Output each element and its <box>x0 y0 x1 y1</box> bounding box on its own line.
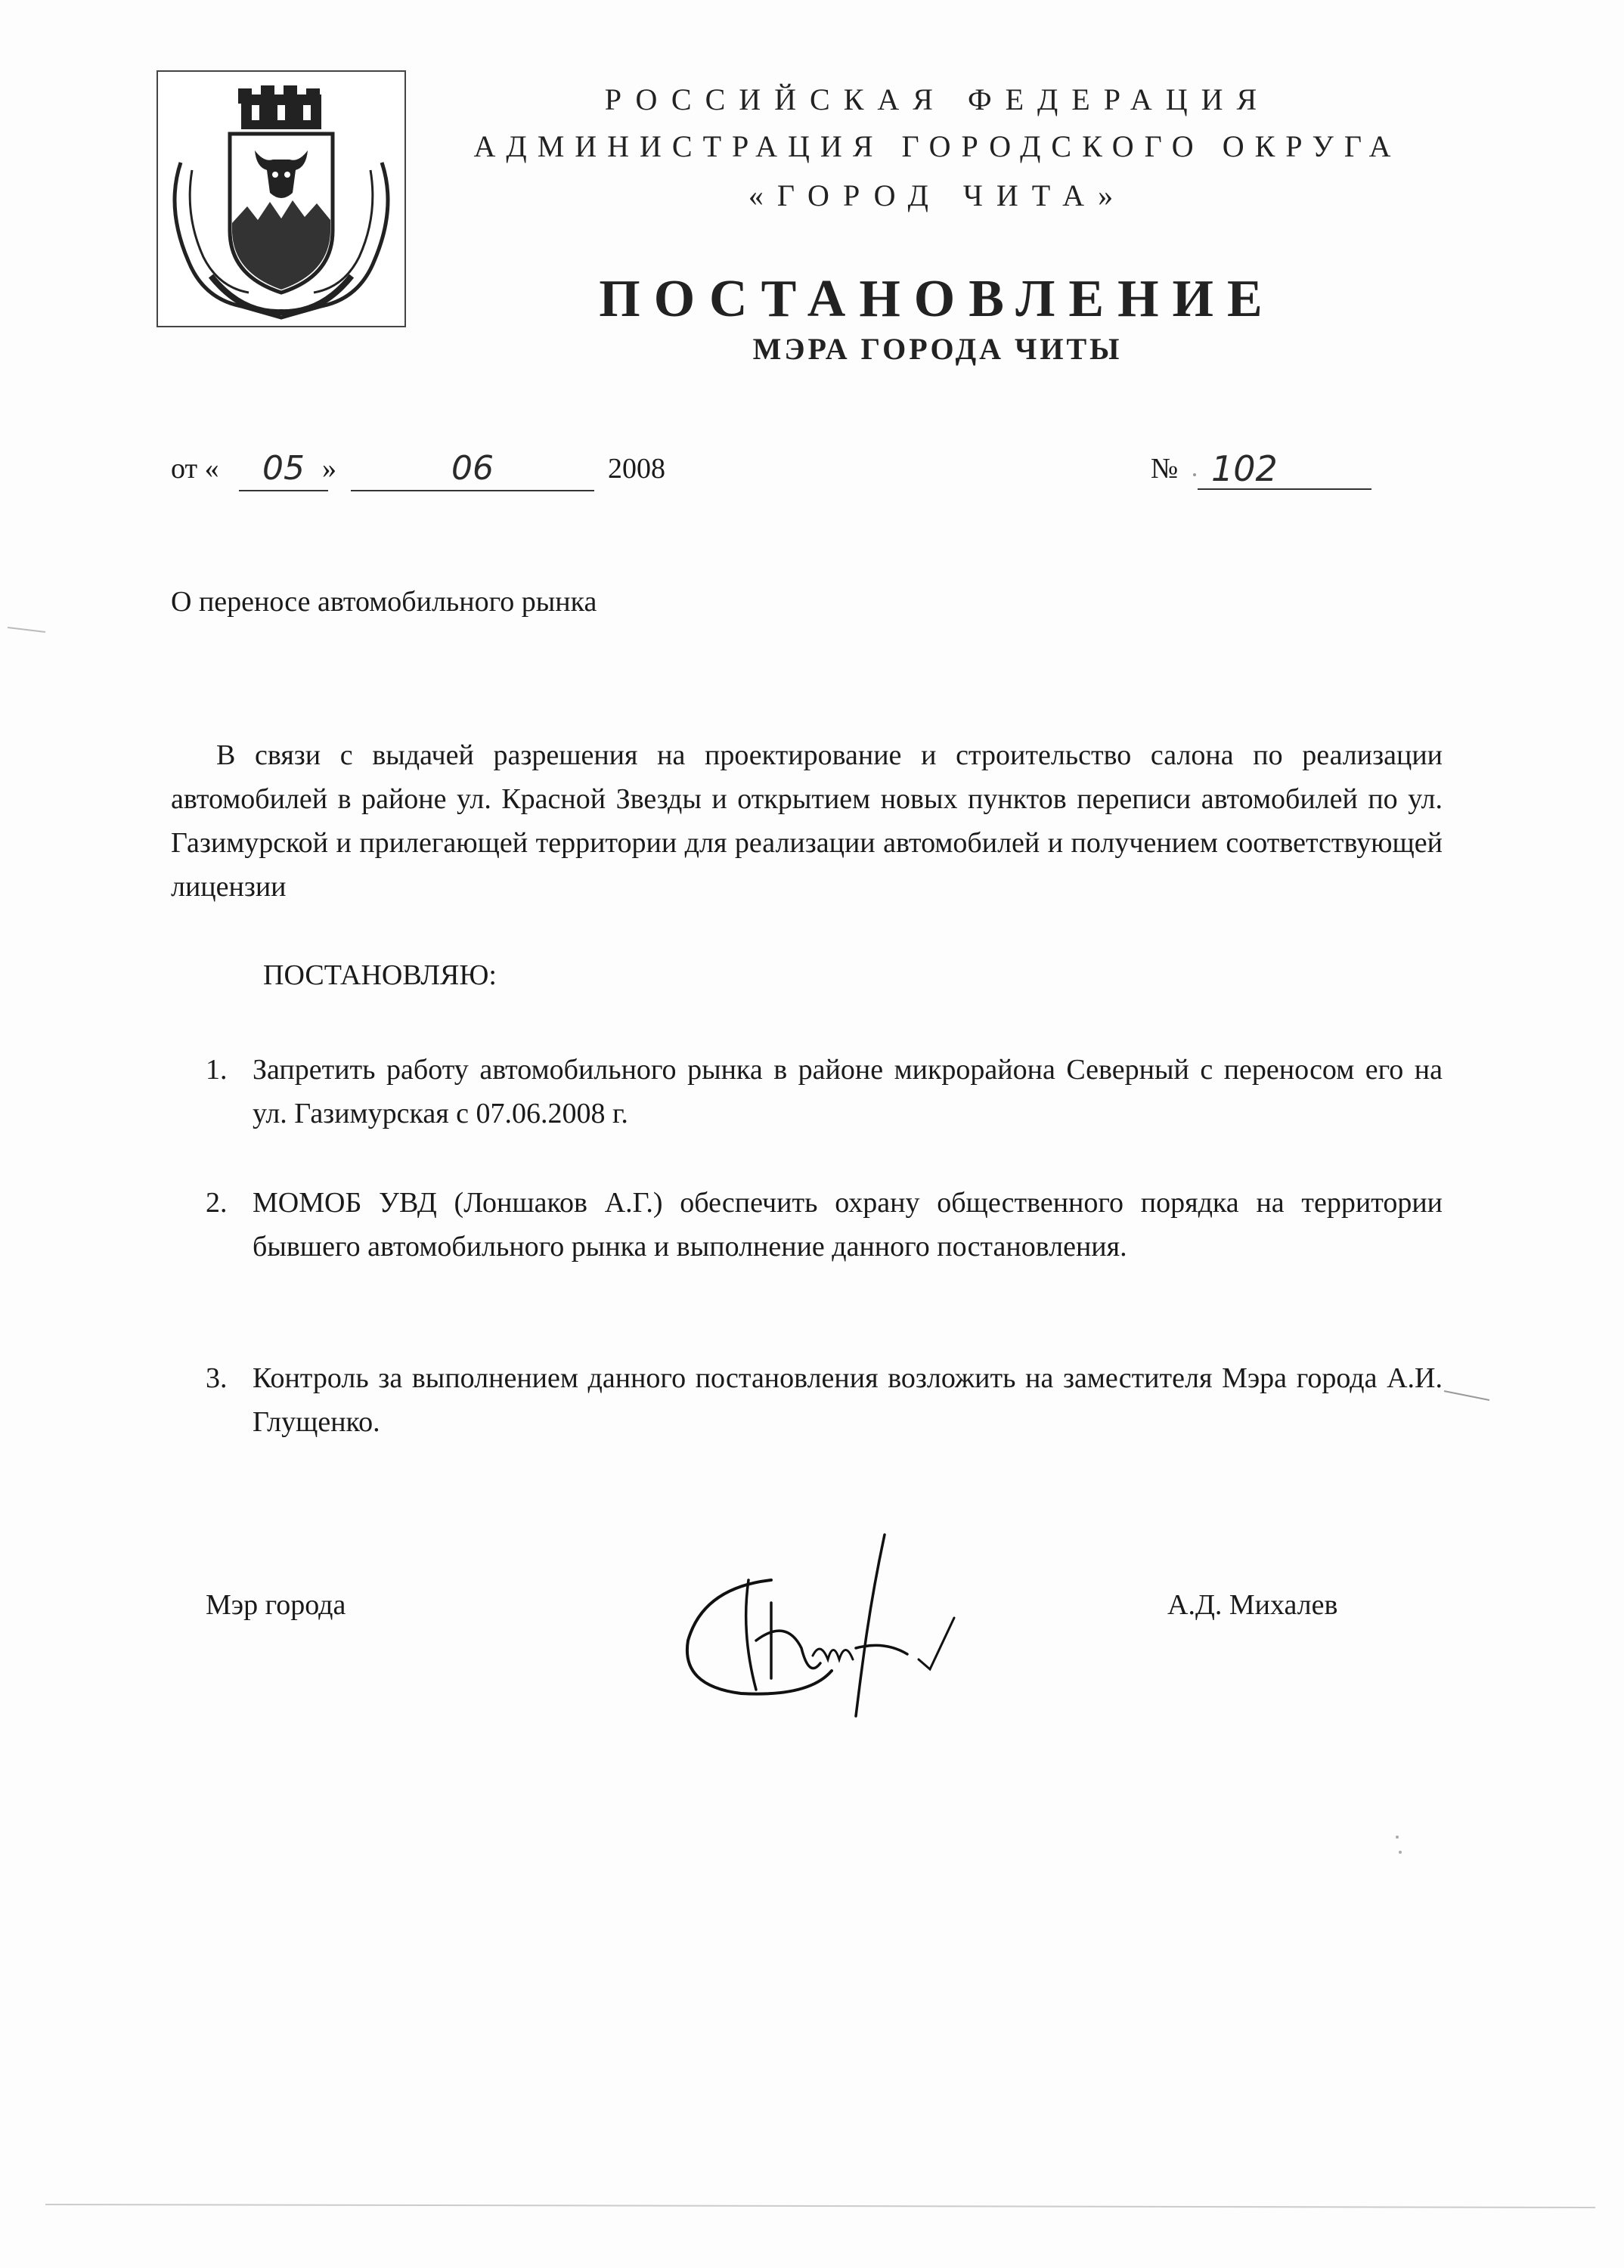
date-prefix: от « <box>171 453 219 485</box>
list-item <box>206 1181 1443 1269</box>
document-subtitle: МЭРА ГОРОДА ЧИТЫ <box>752 332 1123 366</box>
list-item <box>206 1048 1443 1136</box>
date-month: 06 <box>451 449 494 488</box>
item-text: Запретить работу автомобильного рынка в районе микрорайона Северный с переносом его на ул. Газимурская с 07.06.2008 г. <box>253 1054 1443 1129</box>
preamble-paragraph: В связи с выдачей разрешения на проектирование и строительство салона по реализации автомобилей в районе ул. Красной Звезды и открытием новых пунктов переписи автомобилей по ул. Газимурской и прилегающей территории для реализации автомобилей и получением соответствующей лицензии <box>171 739 1443 903</box>
header-city: «ГОРОД ЧИТА» <box>748 178 1127 212</box>
document-number-field <box>1198 448 1371 490</box>
item-number: 2. <box>206 1187 228 1219</box>
signatory-name: А.Д. Михалев <box>1167 1589 1338 1621</box>
document-title: ПОСТАНОВЛЕНИЕ <box>599 270 1276 328</box>
decree-heading: ПОСТАНОВЛЯЮ: <box>263 959 497 991</box>
coat-of-arms-icon <box>157 70 406 327</box>
date-close-quote: » <box>322 453 336 485</box>
date-day: 05 <box>262 449 305 488</box>
item-number: 1. <box>206 1054 228 1086</box>
date-year: 2008 <box>608 453 665 485</box>
document-subject: О переносе автомобильного рынка <box>171 586 597 618</box>
item-number: 3. <box>206 1362 228 1394</box>
date-month-field <box>351 449 594 491</box>
number-sign: № <box>1151 453 1179 485</box>
handwritten-signature-icon <box>658 1527 960 1739</box>
item-text: МОМОБ УВД (Лоншаков А.Г.) обеспечить охрану общественного порядка на территории бывшего автомобильного рынка и выполнение данного постановления. <box>253 1187 1443 1263</box>
item-text: Контроль за выполнением данного постановления возложить на заместителя Мэра города А.И. Глущенко. <box>253 1362 1443 1438</box>
document-number: 102 <box>1211 448 1278 489</box>
date-day-field <box>239 449 328 491</box>
header-administration: АДМИНИСТРАЦИЯ ГОРОДСКОГО ОКРУГА <box>473 129 1402 163</box>
header-country: РОССИЙСКАЯ ФЕДЕРАЦИЯ <box>604 82 1271 116</box>
signatory-role: Мэр города <box>206 1589 346 1621</box>
list-item <box>206 1356 1443 1444</box>
